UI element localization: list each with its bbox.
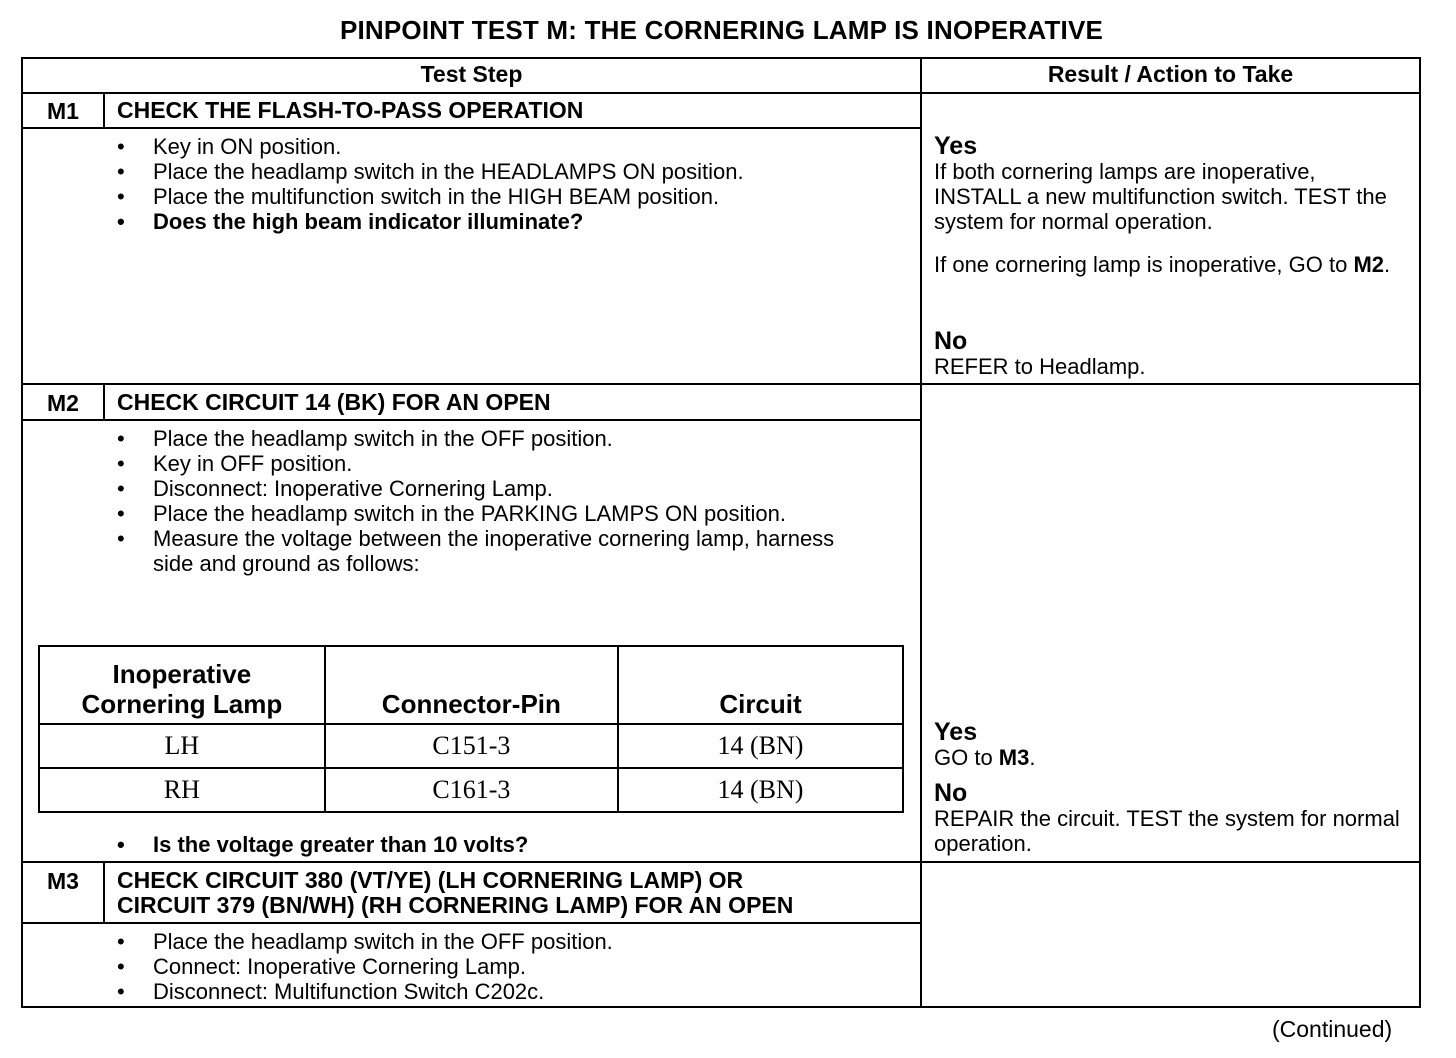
list-item-question: • Is the voltage greater than 10 volts? [117, 832, 897, 857]
column-header: Connector-Pin [325, 646, 618, 724]
yes-label: Yes [934, 718, 978, 746]
list-item: • Measure the voltage between the inoperative cornering lamp, harness side and ground as follows: [117, 526, 847, 576]
yes-text: GO to [934, 745, 999, 770]
m2-bottom-divider [21, 861, 1421, 863]
list-item: • Place the headlamp switch in the OFF position. [117, 929, 907, 954]
m1-result-no [934, 328, 1420, 379]
header-lamp: Inoperative Cornering Lamp [81, 659, 283, 719]
table-row [39, 724, 903, 768]
m2-bullet-list [117, 426, 847, 576]
m3-title-divider [21, 922, 922, 924]
m1-result-yes [934, 133, 1404, 234]
step-id-m1: M1 [47, 98, 79, 124]
step-ref-m2: M2 [1353, 252, 1384, 277]
step-title-m3-line1: CHECK CIRCUIT 380 (VT/YE) (LH CORNERING LAMP) OR [117, 867, 744, 893]
no-label: No [934, 327, 968, 355]
m1-title-divider [21, 127, 922, 129]
yes-text: If both cornering lamps are inoperative, INSTALL a new multifunction switch. TEST the system for normal operation. [934, 159, 1387, 234]
yes-alt-suffix: . [1384, 252, 1391, 277]
m2-title-divider [21, 419, 922, 421]
table-cell: LH [39, 724, 325, 768]
page-title: PINPOINT TEST M: THE CORNERING LAMP IS INOPERATIVE [339, 15, 1104, 45]
no-label: No [934, 779, 968, 807]
voltage-measurement-table [38, 645, 904, 813]
m2-question-list [117, 832, 897, 857]
column-divider [920, 57, 922, 1008]
list-item: • Disconnect: Multifunction Switch C202c. [117, 979, 907, 1004]
list-item: • Key in OFF position. [117, 451, 847, 476]
table-cell: 14 (BN) [618, 768, 903, 812]
list-item: • Place the headlamp switch in the OFF position. [117, 426, 847, 451]
yes-suffix: . [1029, 745, 1036, 770]
list-item: • Place the headlamp switch in the PARKING LAMPS ON position. [117, 501, 793, 526]
list-item: • Key in ON position. [117, 134, 907, 159]
column-header: Circuit [618, 646, 903, 724]
list-item-question: • Does the high beam indicator illuminate? [117, 209, 907, 234]
m1-result-yes-alt [934, 252, 1420, 277]
m3-bullet-list [117, 929, 907, 1004]
yes-alt-text: If one cornering lamp is inoperative, GO to [934, 252, 1354, 277]
table-row [39, 768, 903, 812]
step-title-m1: CHECK THE FLASH-TO-PASS OPERATION [117, 97, 584, 123]
table-header-row [39, 646, 903, 724]
header-test-step: Test Step [420, 61, 523, 87]
step-title-m3 [117, 868, 793, 918]
table-cell: 14 (BN) [618, 724, 903, 768]
m1-bullet-list [117, 134, 907, 234]
table-cell: C151-3 [325, 724, 618, 768]
m1-bottom-divider [21, 383, 1421, 385]
table-cell: C161-3 [325, 768, 618, 812]
list-item: • Disconnect: Inoperative Cornering Lamp. [117, 476, 847, 501]
table-cell: RH [39, 768, 325, 812]
list-item: • Place the headlamp switch in the HEADLAMPS ON position. [117, 159, 907, 184]
m2-result-no [934, 780, 1404, 856]
step-id-m3: M3 [47, 868, 79, 894]
list-item: • Connect: Inoperative Cornering Lamp. [117, 954, 907, 979]
m2-result-yes [934, 719, 1420, 770]
step-title-m3-line2: CIRCUIT 379 (BN/WH) (RH CORNERING LAMP) FOR AN OPEN [117, 892, 794, 918]
no-text: REFER to Headlamp. [934, 354, 1146, 379]
step-title-m2: CHECK CIRCUIT 14 (BK) FOR AN OPEN [117, 389, 551, 415]
continued-label: (Continued) [1272, 1016, 1393, 1042]
list-item: • Place the multifunction switch in the HIGH BEAM position. [117, 184, 907, 209]
header-divider [21, 92, 1421, 94]
column-header [39, 646, 325, 724]
header-result: Result / Action to Take [1047, 61, 1294, 87]
step-id-m2: M2 [47, 390, 79, 416]
yes-label: Yes [934, 132, 978, 160]
step-ref-m3: M3 [998, 745, 1030, 770]
no-text: REPAIR the circuit. TEST the system for normal operation. [934, 806, 1400, 856]
